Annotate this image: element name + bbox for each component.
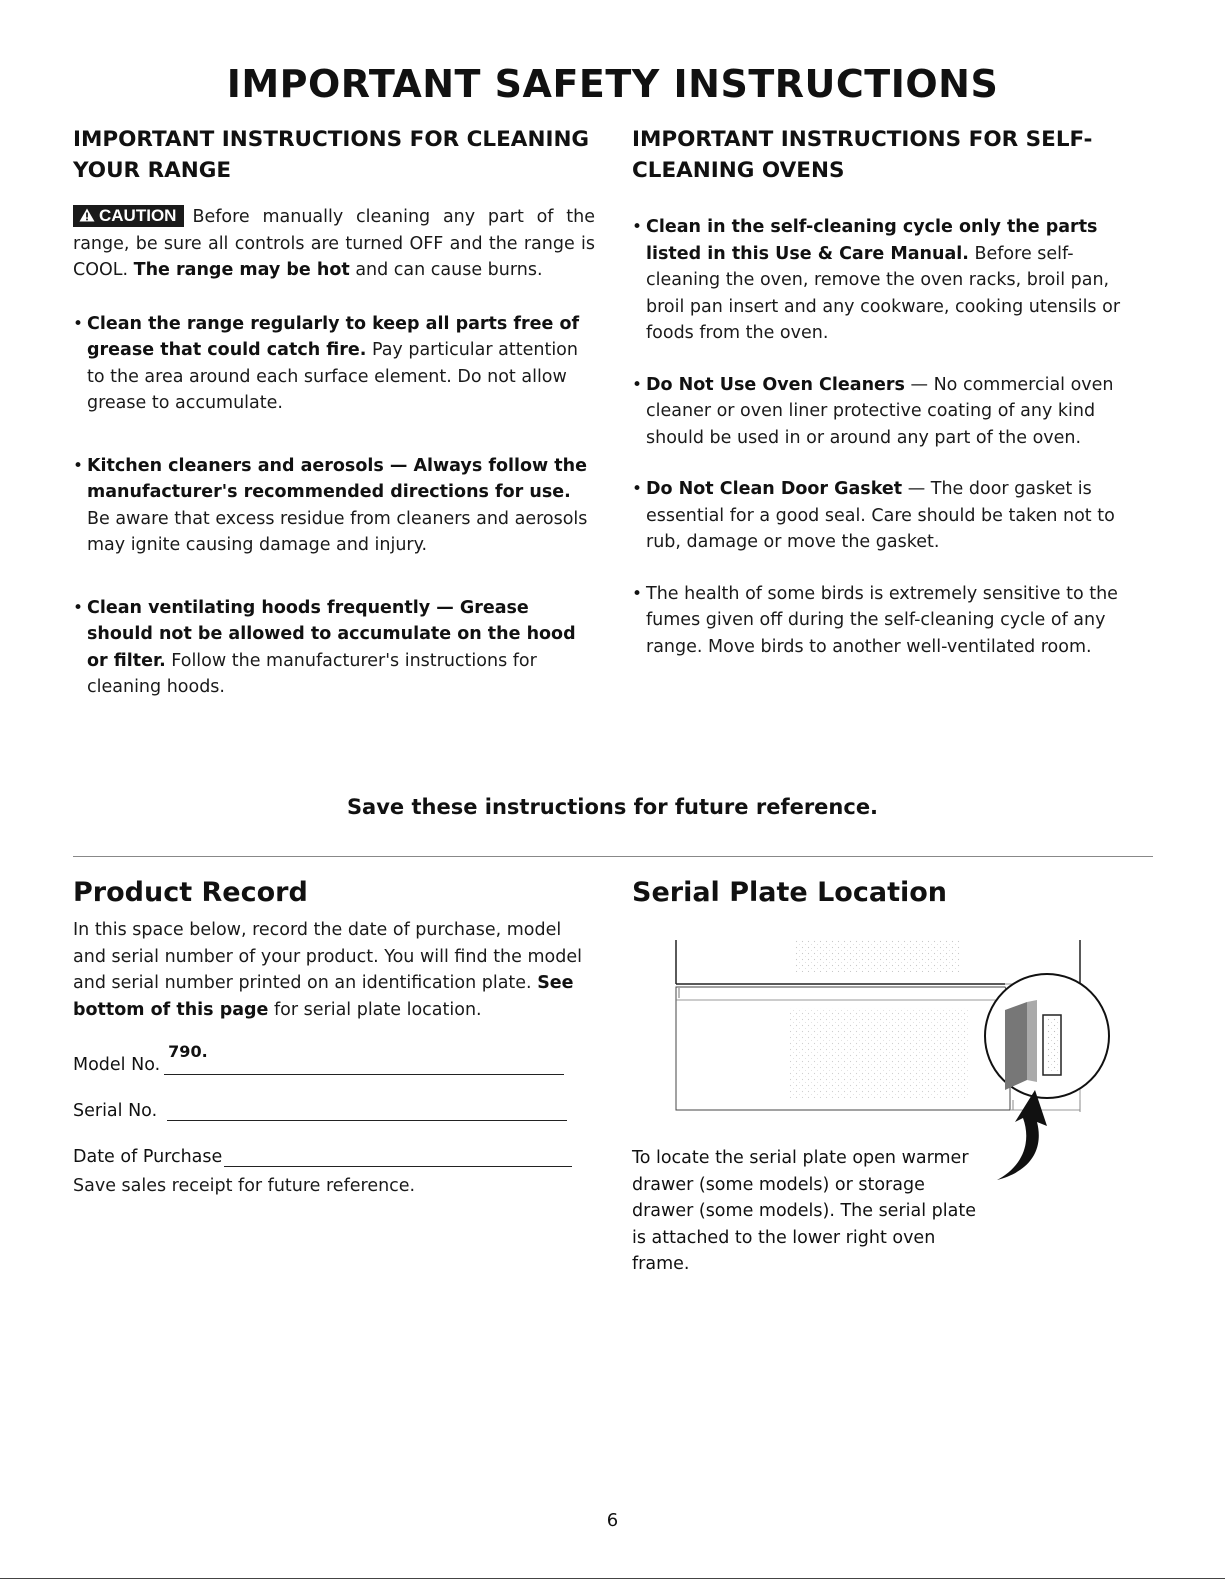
bullet-body-text: Be aware that excess residue from cleaners and aerosols may ignite causing damage and injury. — [87, 508, 588, 555]
cleaning-range-heading: IMPORTANT INSTRUCTIONS FOR CLEANING YOUR RANGE — [73, 127, 590, 183]
bullet-text — [87, 453, 595, 559]
caution-paragraph — [73, 204, 595, 284]
caution-bold-text: The range may be hot — [133, 260, 350, 280]
bullet-text — [646, 476, 1147, 556]
caution-badge — [73, 205, 184, 227]
product-record-section — [73, 875, 595, 1200]
bullet-bold-text: Clean in the self-cleaning cycle only the parts listed in this Use & Care Manual. — [646, 217, 1098, 264]
intro-text-2: for serial plate location. — [268, 999, 482, 1020]
bullet-bold-text: Kitchen cleaners and aerosols — Always follow the manufacturer's recommended directions for use. — [87, 455, 587, 502]
bullet-bold-text: Do Not Clean Door Gasket — [646, 479, 903, 499]
model-number-row — [73, 1043, 595, 1075]
page-title: IMPORTANT SAFETY INSTRUCTIONS — [226, 62, 999, 106]
bullet-bold-text: Clean the range regularly to keep all parts free of grease that could catch fire. — [87, 313, 580, 360]
model-number-label: Model No. — [73, 1055, 161, 1075]
model-number-value: 790. — [168, 1042, 208, 1061]
bullet-bold-text: Do Not Use Oven Cleaners — [646, 374, 905, 395]
save-instructions-note: Save these instructions for future reference. — [346, 795, 879, 819]
bullet-dot-icon: • — [632, 217, 643, 237]
product-record-heading: Product Record — [73, 877, 308, 908]
bullet-bold-text: Clean ventilating hoods frequently — Grease should not be allowed to accumulate on the hood or filter. — [87, 597, 576, 671]
product-record-intro — [73, 917, 595, 1023]
bullet-item — [632, 372, 1147, 452]
serial-plate-section — [632, 875, 1147, 911]
purchase-date-label: Date of Purchase — [73, 1147, 223, 1167]
self-cleaning-heading: IMPORTANT INSTRUCTIONS FOR SELF-CLEANING OVENS — [632, 127, 1093, 183]
bullet-body-text: — The door gasket is essential for a good seal. Care should be taken not to rub, damage or move the gasket. — [646, 479, 1115, 552]
caution-text-1: Before manually cleaning any part of the range, be sure all controls are turned OFF and the range is COOL. — [73, 207, 595, 280]
page-number: 6 — [606, 1510, 619, 1531]
serial-plate-caption: To locate the serial plate open warmer drawer (some models) or storage drawer (some models). The serial plate is attached to the lower right oven frame. — [632, 1148, 976, 1274]
bullet-item — [73, 595, 595, 701]
bullet-dot-icon: • — [73, 597, 84, 618]
bullet-body-text: Pay particular attention to the area around each surface element. Do not allow grease to accumulate. — [87, 340, 578, 413]
bullet-dot-icon: • — [632, 583, 643, 604]
serial-number-label: Serial No. — [73, 1101, 158, 1121]
serial-number-row — [73, 1089, 595, 1121]
receipt-note: Save sales receipt for future reference. — [73, 1176, 416, 1196]
intro-text-1: In this space below, record the date of purchase, model and serial number of your product. You will find the model and serial number printed on an identification plate. — [73, 920, 582, 993]
bullet-text — [646, 214, 1147, 347]
bullet-dot-icon: • — [73, 313, 84, 334]
bullet-body-text: Before self-cleaning the oven, remove the oven racks, broil pan, broil pan insert and any cookware, cooking utensils or foods from the oven. — [646, 243, 1121, 343]
serial-number-field[interactable] — [167, 1094, 567, 1121]
self-cleaning-section — [632, 124, 1147, 660]
purchase-date-field[interactable] — [224, 1140, 572, 1167]
bullet-item — [632, 214, 1147, 347]
bullet-item — [73, 311, 595, 417]
section-divider — [73, 856, 1153, 857]
bullet-item — [632, 476, 1147, 556]
bullet-body-text: The health of some birds is extremely sensitive to the fumes given off during the self-cleaning cycle of any range. Move birds to another well-ventilated room. — [646, 583, 1118, 657]
bullet-dot-icon: • — [632, 479, 643, 499]
intro-bold-text: See bottom of this page — [73, 973, 574, 1020]
bullet-dot-icon: • — [632, 374, 643, 395]
warning-triangle-icon — [79, 208, 95, 222]
bullet-body-text: — No commercial oven cleaner or oven liner protective coating of any kind should be used in or around any part of the oven. — [646, 374, 1114, 448]
caution-label: CAUTION — [99, 206, 177, 225]
bullet-dot-icon: • — [73, 455, 84, 476]
bullet-text — [646, 581, 1147, 661]
serial-plate-heading: Serial Plate Location — [632, 877, 947, 908]
bullet-item — [632, 581, 1147, 661]
purchase-date-row — [73, 1135, 595, 1167]
bullet-text — [87, 595, 595, 701]
model-number-field[interactable] — [164, 1042, 564, 1075]
bullet-item — [73, 453, 595, 559]
bullet-text — [646, 372, 1147, 452]
bullet-text — [87, 311, 595, 417]
caution-text-2: and can cause burns. — [349, 260, 543, 280]
bullet-body-text: Follow the manufacturer's instructions for cleaning hoods. — [87, 650, 537, 697]
cleaning-range-section — [73, 124, 595, 701]
bottom-rule — [0, 1578, 1225, 1579]
